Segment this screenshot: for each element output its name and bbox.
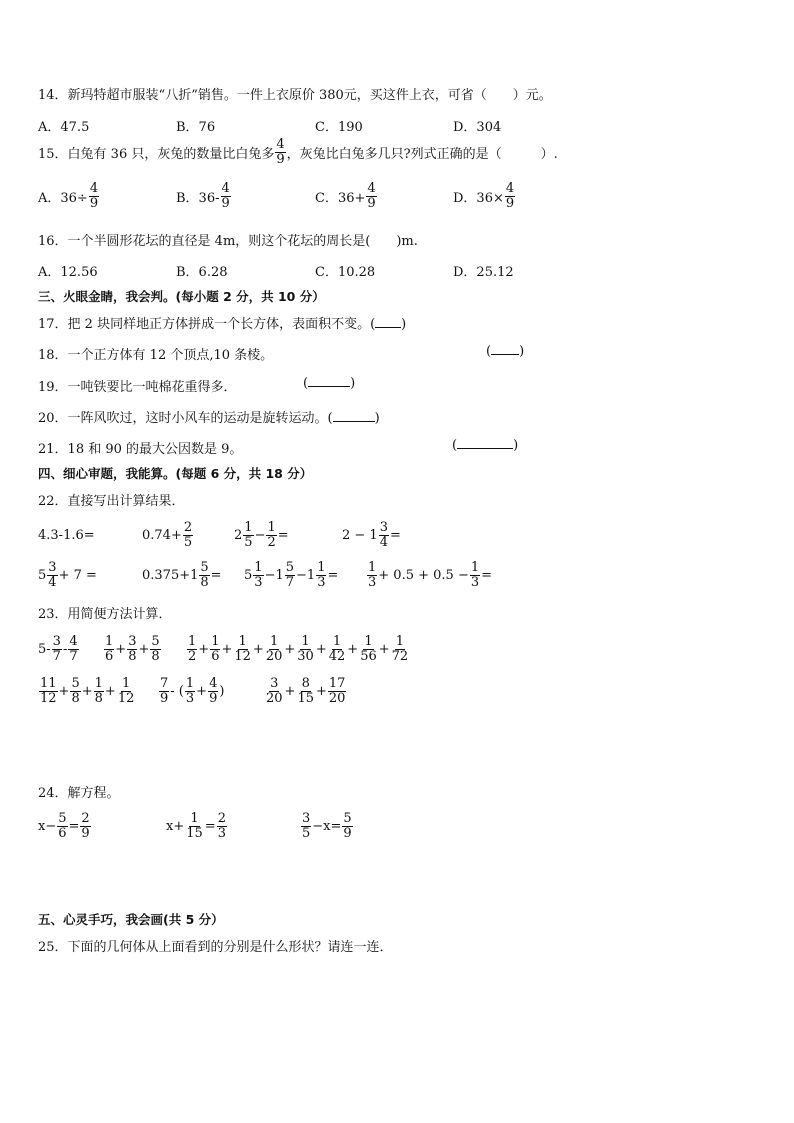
q21-answer: ( ) — [452, 438, 519, 453]
q23-expr-f: $\frac{3}{20}$ + $\frac{8}{15}$ + $\frac{17}{20}$ — [266, 675, 346, 706]
fraction: $\frac{1}{20}$ — [265, 633, 283, 664]
answer-blank[interactable] — [333, 421, 375, 422]
q19-answer: ( ) — [303, 376, 356, 391]
q22-expr-8: $\frac{1}{3}$ + 0.5 + 0.5 − $\frac{1}{3}$ = — [368, 559, 493, 590]
q16-option-d: D．25.12 — [453, 265, 514, 280]
fraction: $\frac{1}{12}$ — [234, 633, 251, 664]
section-3-heading: 三、火眼金睛，我会判。(每小题 2 分，共 10 分） — [38, 289, 325, 304]
fraction: $\frac{5}{8}$ — [151, 633, 160, 664]
q16-option-b: B．6.28 — [176, 265, 228, 280]
q15-option-a: A．36÷ $\frac{4}{9}$ — [38, 181, 99, 211]
q24-equation-b: x+ $\frac{1}{15}$ = $\frac{2}{3}$ — [166, 810, 226, 841]
q22-expr-1: 4.3-1.6= — [38, 527, 95, 543]
fraction: $\frac{1}{2}$ — [188, 633, 197, 664]
fraction: $\frac{5}{8}$ — [71, 675, 80, 706]
q23-expr-b: $\frac{1}{6}$ + $\frac{3}{8}$ + $\frac{5}{8}$ — [105, 633, 160, 664]
fraction: $\frac{1}{3}$ — [368, 559, 377, 590]
fraction: $\frac{1}{72}$ — [391, 633, 409, 664]
fraction: $\frac{3}{4}$ — [48, 559, 57, 590]
q16-option-c: C．10.28 — [315, 265, 376, 280]
q22-expr-2: 0.74+ $\frac{2}{5}$ — [142, 519, 193, 550]
q23-expr-d: $\frac{11}{12}$ + $\frac{5}{8}$ + $\frac{1}{8}$ + $\frac{1}{12}$ — [40, 675, 135, 706]
q14-stem: 14．新玛特超市服装“八折”销售。一件上衣原价 380元，买这件上衣，可省（ ）元。 — [38, 88, 552, 103]
fraction: $\frac{1}{3}$ — [470, 559, 480, 590]
fraction: $\frac{1}{15}$ — [186, 810, 203, 841]
q14-option-a: A．47.5 — [38, 120, 90, 135]
fraction: $\frac{3}{4}$ — [379, 519, 388, 550]
q22-expr-4: 2 − 1 $\frac{3}{4}$ = — [342, 519, 401, 550]
fraction: $\frac{4}{9}$ — [221, 181, 230, 211]
q24-title: 24．解方程。 — [38, 786, 120, 801]
q14-option-d: D．304 — [453, 120, 502, 135]
fraction: $\frac{2}{5}$ — [183, 519, 193, 550]
fraction: $\frac{1}{5}$ — [244, 519, 253, 550]
answer-blank[interactable] — [457, 448, 513, 449]
fraction: $\frac{4}{9}$ — [209, 675, 218, 706]
fraction: $\frac{1}{42}$ — [328, 633, 346, 664]
q15-stem: 15．白兔有 36 只，灰兔的数量比白兔多 $\frac{4}{9}$ ，灰兔比白兔多几只?列式正确的是（ ）. — [38, 137, 558, 167]
q22-title: 22．直接写出计算结果． — [38, 494, 185, 509]
q15-option-d: D．36× $\frac{4}{9}$ — [453, 181, 515, 211]
fraction: $\frac{2}{9}$ — [81, 810, 90, 841]
q23-expr-a: 5- $\frac{3}{7}$ - $\frac{4}{7}$ — [38, 633, 78, 664]
fraction: $\frac{11}{12}$ — [40, 675, 57, 706]
q23-title: 23．用简便方法计算． — [38, 607, 172, 622]
fraction: $\frac{17}{20}$ — [328, 675, 346, 706]
q24-equation-c: $\frac{3}{5}$ −x= $\frac{5}{9}$ — [302, 810, 352, 841]
fraction: $\frac{4}{7}$ — [69, 633, 78, 664]
fraction: $\frac{1}{3}$ — [317, 559, 326, 590]
answer-blank[interactable] — [308, 386, 350, 387]
q14-option-c: C．190 — [315, 120, 363, 135]
fraction: $\frac{1}{6}$ — [105, 633, 114, 664]
q18: 18．一个正方体有 12 个顶点,10 条棱。 — [38, 348, 274, 363]
q24-equation-a: x− $\frac{5}{6}$ = $\frac{2}{9}$ — [38, 810, 90, 841]
fraction: $\frac{1}{12}$ — [117, 675, 135, 706]
fraction: $\frac{1}{56}$ — [360, 633, 377, 664]
section-5-heading: 五、心灵手巧，我会画(共 5 分） — [38, 912, 224, 927]
q19: 19．一吨铁要比一吨棉花重得多． — [38, 380, 237, 395]
q15-option-b: B．36- $\frac{4}{9}$ — [176, 181, 230, 211]
fraction: $\frac{3}{7}$ — [52, 633, 61, 664]
q22-expr-3: 2 $\frac{1}{5}$ − $\frac{1}{2}$ = — [234, 519, 289, 550]
q22-expr-5: 5 $\frac{3}{4}$ + 7 = — [38, 559, 97, 590]
fraction: $\frac{1}{6}$ — [211, 633, 220, 664]
q23-expr-e: $\frac{7}{9}$ - ( $\frac{1}{3}$ + $\frac{4}{9}$ ) — [160, 675, 225, 706]
fraction: $\frac{4}{9}$ — [89, 181, 99, 211]
q21: 21．18 和 90 的最大公因数是 9。 — [38, 442, 243, 457]
answer-blank[interactable] — [375, 327, 401, 328]
q20: 20．一阵风吹过，这时小风车的运动是旋转运动。( ) — [38, 411, 380, 426]
fraction: $\frac{3}{20}$ — [266, 675, 283, 706]
section-4-heading: 四、细心审题，我能算。(每题 6 分，共 18 分） — [38, 466, 313, 481]
q14-option-b: B．76 — [176, 120, 216, 135]
fraction: $\frac{2}{3}$ — [217, 810, 226, 841]
fraction: $\frac{3}{5}$ — [302, 810, 311, 841]
fraction: $\frac{7}{9}$ — [160, 675, 169, 706]
fraction: $\frac{8}{15}$ — [297, 675, 314, 706]
fraction: $\frac{5}{9}$ — [343, 810, 352, 841]
fraction: $\frac{5}{8}$ — [200, 559, 209, 590]
q23-expr-c: $\frac{1}{2}$ + $\frac{1}{6}$ + $\frac{1}{12}$ + $\frac{1}{20}$ + $\frac{1}{30}$ + $\frac{1}{42}$ + $\frac{1}{56}$ + $\frac{1}{72}$ — [188, 633, 409, 664]
fraction: $\frac{4}{9}$ — [367, 181, 376, 211]
q17: 17．把 2 块同样地正方体拼成一个长方体，表面积不变。( ) — [38, 317, 407, 332]
q18-answer: ( ) — [486, 344, 525, 359]
fraction: $\frac{5}{7}$ — [285, 559, 295, 590]
answer-blank[interactable] — [491, 354, 519, 355]
q22-expr-6: 0.375+1 $\frac{5}{8}$ = — [142, 559, 222, 590]
q16-option-a: A．12.56 — [38, 265, 98, 280]
q22-expr-7: 5 $\frac{1}{3}$ −1 $\frac{5}{7}$ −1 $\frac{1}{3}$ = — [244, 559, 339, 590]
fraction: $\frac{1}{3}$ — [185, 675, 195, 706]
fraction: $\frac{1}{8}$ — [94, 675, 103, 706]
q25: 25．下面的几何体从上面看到的分别是什么形状？请连一连． — [38, 940, 393, 955]
fraction: $\frac{1}{3}$ — [254, 559, 263, 590]
fraction: $\frac{1}{30}$ — [297, 633, 314, 664]
fraction: $\frac{4}{9}$ — [276, 137, 285, 167]
q16-stem: 16．一个半圆形花坛的直径是 4m，则这个花坛的周长是( )m. — [38, 234, 418, 249]
fraction: $\frac{5}{6}$ — [58, 810, 67, 841]
fraction: $\frac{4}{9}$ — [505, 181, 515, 211]
q15-option-c: C．36+ $\frac{4}{9}$ — [315, 181, 376, 211]
fraction: $\frac{3}{8}$ — [128, 633, 137, 664]
fraction: $\frac{1}{2}$ — [267, 519, 276, 550]
